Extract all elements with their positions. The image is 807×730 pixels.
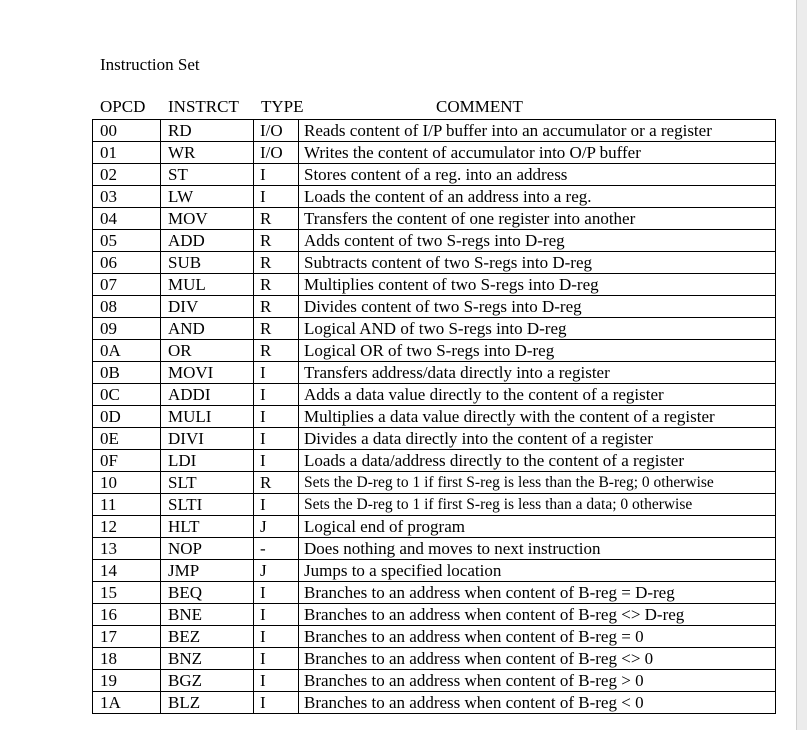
table-row — [93, 208, 776, 230]
instruction-cell: OR — [161, 340, 254, 362]
opcode-cell: 08 — [93, 296, 161, 318]
comment-cell: Loads the content of an address into a reg. — [299, 186, 776, 208]
table-row — [93, 406, 776, 428]
table-row — [93, 472, 776, 494]
table-header — [0, 97, 790, 117]
comment-cell: Stores content of a reg. into an address — [299, 164, 776, 186]
table-row — [93, 626, 776, 648]
opcode-cell: 0F — [93, 450, 161, 472]
instruction-cell: SLTI — [161, 494, 254, 516]
instruction-cell: WR — [161, 142, 254, 164]
opcode-cell: 01 — [93, 142, 161, 164]
type-cell: I — [254, 384, 299, 406]
instruction-table-body — [93, 120, 776, 714]
comment-cell: Divides a data directly into the content of a register — [299, 428, 776, 450]
comment-cell: Does nothing and moves to next instruction — [299, 538, 776, 560]
type-cell: I — [254, 604, 299, 626]
table-row — [93, 186, 776, 208]
opcode-cell: 13 — [93, 538, 161, 560]
comment-cell: Transfers address/data directly into a register — [299, 362, 776, 384]
table-row — [93, 494, 776, 516]
table-row — [93, 230, 776, 252]
table-row — [93, 516, 776, 538]
table-row — [93, 560, 776, 582]
comment-cell: Branches to an address when content of B-reg < 0 — [299, 692, 776, 714]
instruction-cell: BEZ — [161, 626, 254, 648]
type-cell: I — [254, 164, 299, 186]
header-opcd: OPCD — [100, 97, 146, 116]
table-row — [93, 692, 776, 714]
table-row — [93, 384, 776, 406]
instruction-table — [92, 119, 776, 714]
instruction-cell: MOVI — [161, 362, 254, 384]
table-row — [93, 340, 776, 362]
comment-cell: Divides content of two S-regs into D-reg — [299, 296, 776, 318]
table-row — [93, 142, 776, 164]
opcode-cell: 05 — [93, 230, 161, 252]
type-cell: R — [254, 252, 299, 274]
instruction-cell: BNZ — [161, 648, 254, 670]
opcode-cell: 19 — [93, 670, 161, 692]
type-cell: R — [254, 274, 299, 296]
opcode-cell: 17 — [93, 626, 161, 648]
table-row — [93, 538, 776, 560]
instruction-cell: JMP — [161, 560, 254, 582]
type-cell: I — [254, 626, 299, 648]
header-instrct: INSTRCT — [168, 97, 239, 116]
instruction-cell: ADD — [161, 230, 254, 252]
instruction-cell: BLZ — [161, 692, 254, 714]
type-cell: R — [254, 230, 299, 252]
table-row — [93, 252, 776, 274]
type-cell: I/O — [254, 142, 299, 164]
page-edge-shadow — [797, 0, 807, 730]
table-row — [93, 318, 776, 340]
instruction-cell: LW — [161, 186, 254, 208]
instruction-cell: DIVI — [161, 428, 254, 450]
opcode-cell: 0B — [93, 362, 161, 384]
comment-cell: Sets the D-reg to 1 if first S-reg is less than a data; 0 otherwise — [299, 494, 776, 516]
type-cell: I — [254, 450, 299, 472]
opcode-cell: 10 — [93, 472, 161, 494]
instruction-cell: MULI — [161, 406, 254, 428]
comment-cell: Transfers the content of one register into another — [299, 208, 776, 230]
header-type: TYPE — [261, 97, 304, 116]
comment-cell: Loads a data/address directly to the content of a register — [299, 450, 776, 472]
table-row — [93, 296, 776, 318]
table-row — [93, 604, 776, 626]
comment-cell: Branches to an address when content of B-reg > 0 — [299, 670, 776, 692]
comment-cell: Adds a data value directly to the content of a register — [299, 384, 776, 406]
type-cell: J — [254, 560, 299, 582]
instruction-cell: BEQ — [161, 582, 254, 604]
opcode-cell: 0C — [93, 384, 161, 406]
opcode-cell: 11 — [93, 494, 161, 516]
table-row — [93, 164, 776, 186]
comment-cell: Multiplies content of two S-regs into D-reg — [299, 274, 776, 296]
table-row — [93, 362, 776, 384]
opcode-cell: 12 — [93, 516, 161, 538]
type-cell: R — [254, 472, 299, 494]
instruction-cell: BNE — [161, 604, 254, 626]
instruction-cell: NOP — [161, 538, 254, 560]
type-cell: R — [254, 340, 299, 362]
instruction-cell: MUL — [161, 274, 254, 296]
type-cell: - — [254, 538, 299, 560]
type-cell: I — [254, 494, 299, 516]
comment-cell: Sets the D-reg to 1 if first S-reg is less than the B-reg; 0 otherwise — [299, 472, 776, 494]
table-row — [93, 450, 776, 472]
instruction-cell: BGZ — [161, 670, 254, 692]
type-cell: R — [254, 318, 299, 340]
table-row — [93, 648, 776, 670]
opcode-cell: 1A — [93, 692, 161, 714]
opcode-cell: 09 — [93, 318, 161, 340]
type-cell: I — [254, 186, 299, 208]
instruction-cell: SUB — [161, 252, 254, 274]
instruction-cell: LDI — [161, 450, 254, 472]
opcode-cell: 0A — [93, 340, 161, 362]
instruction-cell: ST — [161, 164, 254, 186]
opcode-cell: 18 — [93, 648, 161, 670]
instruction-cell: AND — [161, 318, 254, 340]
table-row — [93, 582, 776, 604]
opcode-cell: 04 — [93, 208, 161, 230]
instruction-cell: ADDI — [161, 384, 254, 406]
opcode-cell: 15 — [93, 582, 161, 604]
instruction-cell: SLT — [161, 472, 254, 494]
comment-cell: Multiplies a data value directly with the content of a register — [299, 406, 776, 428]
type-cell: R — [254, 208, 299, 230]
opcode-cell: 00 — [93, 120, 161, 142]
opcode-cell: 07 — [93, 274, 161, 296]
opcode-cell: 0D — [93, 406, 161, 428]
comment-cell: Branches to an address when content of B-reg <> 0 — [299, 648, 776, 670]
table-row — [93, 274, 776, 296]
table-row — [93, 428, 776, 450]
opcode-cell: 0E — [93, 428, 161, 450]
comment-cell: Writes the content of accumulator into O/P buffer — [299, 142, 776, 164]
type-cell: I — [254, 428, 299, 450]
comment-cell: Branches to an address when content of B-reg <> D-reg — [299, 604, 776, 626]
document-title: Instruction Set — [100, 55, 200, 74]
instruction-cell: DIV — [161, 296, 254, 318]
comment-cell: Logical AND of two S-regs into D-reg — [299, 318, 776, 340]
opcode-cell: 16 — [93, 604, 161, 626]
comment-cell: Adds content of two S-regs into D-reg — [299, 230, 776, 252]
type-cell: I — [254, 648, 299, 670]
opcode-cell: 06 — [93, 252, 161, 274]
type-cell: I/O — [254, 120, 299, 142]
type-cell: I — [254, 582, 299, 604]
comment-cell: Subtracts content of two S-regs into D-reg — [299, 252, 776, 274]
type-cell: J — [254, 516, 299, 538]
type-cell: I — [254, 362, 299, 384]
type-cell: R — [254, 296, 299, 318]
comment-cell: Logical end of program — [299, 516, 776, 538]
opcode-cell: 03 — [93, 186, 161, 208]
opcode-cell: 14 — [93, 560, 161, 582]
type-cell: I — [254, 406, 299, 428]
type-cell: I — [254, 692, 299, 714]
comment-cell: Reads content of I/P buffer into an accumulator or a register — [299, 120, 776, 142]
comment-cell: Jumps to a specified location — [299, 560, 776, 582]
instruction-cell: HLT — [161, 516, 254, 538]
table-row — [93, 120, 776, 142]
instruction-cell: MOV — [161, 208, 254, 230]
table-row — [93, 670, 776, 692]
header-comment: COMMENT — [436, 97, 523, 116]
instruction-cell: RD — [161, 120, 254, 142]
type-cell: I — [254, 670, 299, 692]
comment-cell: Logical OR of two S-regs into D-reg — [299, 340, 776, 362]
comment-cell: Branches to an address when content of B-reg = D-reg — [299, 582, 776, 604]
opcode-cell: 02 — [93, 164, 161, 186]
comment-cell: Branches to an address when content of B-reg = 0 — [299, 626, 776, 648]
